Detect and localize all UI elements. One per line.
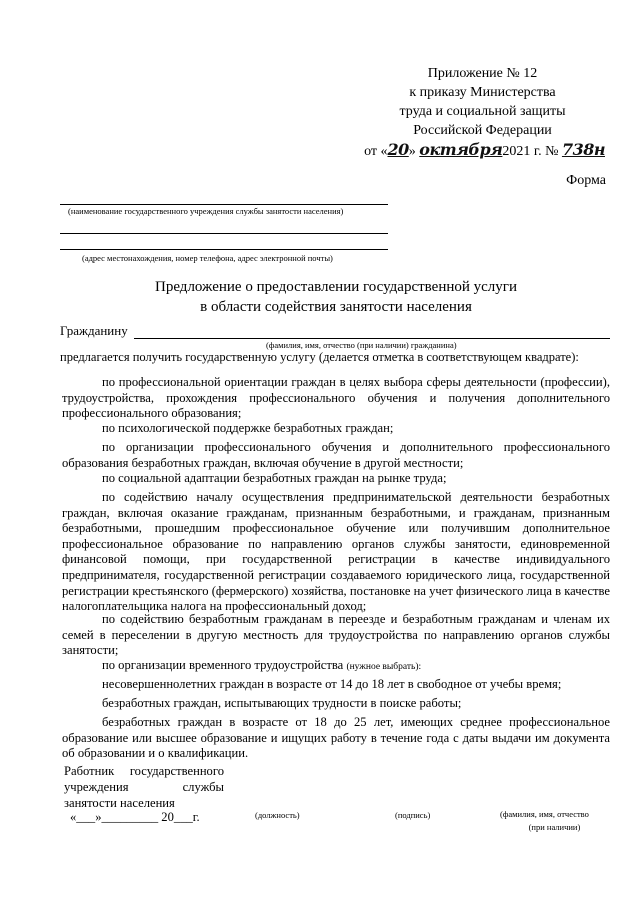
org-name-caption: (наименование государственного учреждения службы занятости населения) — [68, 206, 344, 216]
date-month: октября — [419, 140, 503, 159]
order-number: 738н — [561, 140, 605, 159]
service-item: по профессиональной ориентации граждан в целях выбора сферы деятельности (профессии), трудоустройства, прохождения профессионального обучения и получения дополнительного профессионального образования; — [62, 375, 610, 421]
fullname-caption-line-1: (фамилия, имя, отчество — [500, 809, 589, 819]
service-temporary-note: (нужное выбрать): — [346, 662, 422, 672]
worker-label: Работник государственного учреждения службы занятости населения — [64, 764, 224, 810]
service-item: безработных граждан в возрасте от 18 до 25 лет, имеющих среднее профессиональное образование или высшее образование и ищущих работу в течение года с даты выдачи им документа об образовании и о квалификации. — [62, 715, 610, 761]
date-prefix: от « — [364, 144, 388, 159]
citizen-name-line — [134, 338, 610, 339]
service-temporary-label: по организации временного трудоустройства — [102, 658, 344, 672]
signature-date: «___»_________ 20___г. — [70, 810, 200, 824]
date-day: 20 — [387, 140, 409, 159]
service-item: по содействию началу осуществления предпринимательской деятельности безработных граждан, включая оказание гражданам, признанным безработными, и гражданам, признанным безработными, прошедшим профессиональное обучение или получившим дополнительное профессиональное образование по направлению органов службы занятости, единовременной финансовой помощи, при государственной регистрации в качестве индивидуального предпринимателя, государственной регистрации создаваемого юридического лица, государственной регистрации крестьянского (фермерского) хозяйства, постановке на учет физического лица в качестве налогоплательщика налога на профессиональный доход; — [62, 490, 610, 614]
title-line-1: Предложение о предоставлении государственной услуги — [155, 279, 517, 295]
org-name-line — [60, 204, 388, 205]
date-year: 2021 г. № — [502, 144, 559, 159]
signature-caption: (подпись) — [395, 810, 431, 820]
appendix-line-3: труда и социальной защиты — [399, 104, 566, 119]
fullname-caption-line-2: (при наличии) — [528, 822, 581, 832]
service-item: по организации профессионального обучения и дополнительного профессионального образования безработных граждан, включая обучение в другой местности; — [62, 440, 610, 470]
org-address-caption: (адрес местонахождения, номер телефона, адрес электронной почты) — [82, 253, 333, 263]
citizen-name-caption: (фамилия, имя, отчество (при наличии) гражданина) — [266, 340, 457, 350]
appendix-line-1: Приложение № 12 — [427, 66, 538, 81]
title-line-2: в области содействия занятости населения — [200, 299, 472, 315]
appendix-line-2: к приказу Министерства — [409, 85, 556, 100]
service-item: несовершеннолетних граждан в возрасте от 14 до 18 лет в свободное от учебы время; — [102, 677, 562, 691]
service-item-temporary — [62, 658, 610, 676]
service-item: по содействию безработным гражданам в переезде и безработным гражданам и членам их семей в переселении в другую местность для трудоустройства по направлению органов службы занятости; — [62, 612, 610, 658]
service-item: по психологической поддержке безработных граждан; — [102, 421, 394, 435]
document-title — [120, 277, 552, 317]
citizen-label: Гражданину — [60, 323, 128, 338]
org-address-line-2 — [60, 249, 388, 250]
appendix-line-4: Российской Федерации — [413, 123, 552, 138]
service-item: по социальной адаптации безработных граждан на рынке труда; — [102, 471, 447, 485]
offer-text: предлагается получить государственную услугу (делается отметка в соответствующем квадрате): — [60, 350, 579, 364]
service-item: безработных граждан, испытывающих трудности в поиске работы; — [102, 696, 462, 710]
fullname-caption — [500, 808, 589, 834]
form-label: Форма — [566, 173, 606, 188]
appendix-block — [340, 64, 605, 161]
org-address-line-1 — [60, 233, 388, 234]
appendix-date-line — [340, 140, 605, 161]
position-caption: (должность) — [255, 810, 300, 820]
date-mid: » — [408, 144, 416, 159]
